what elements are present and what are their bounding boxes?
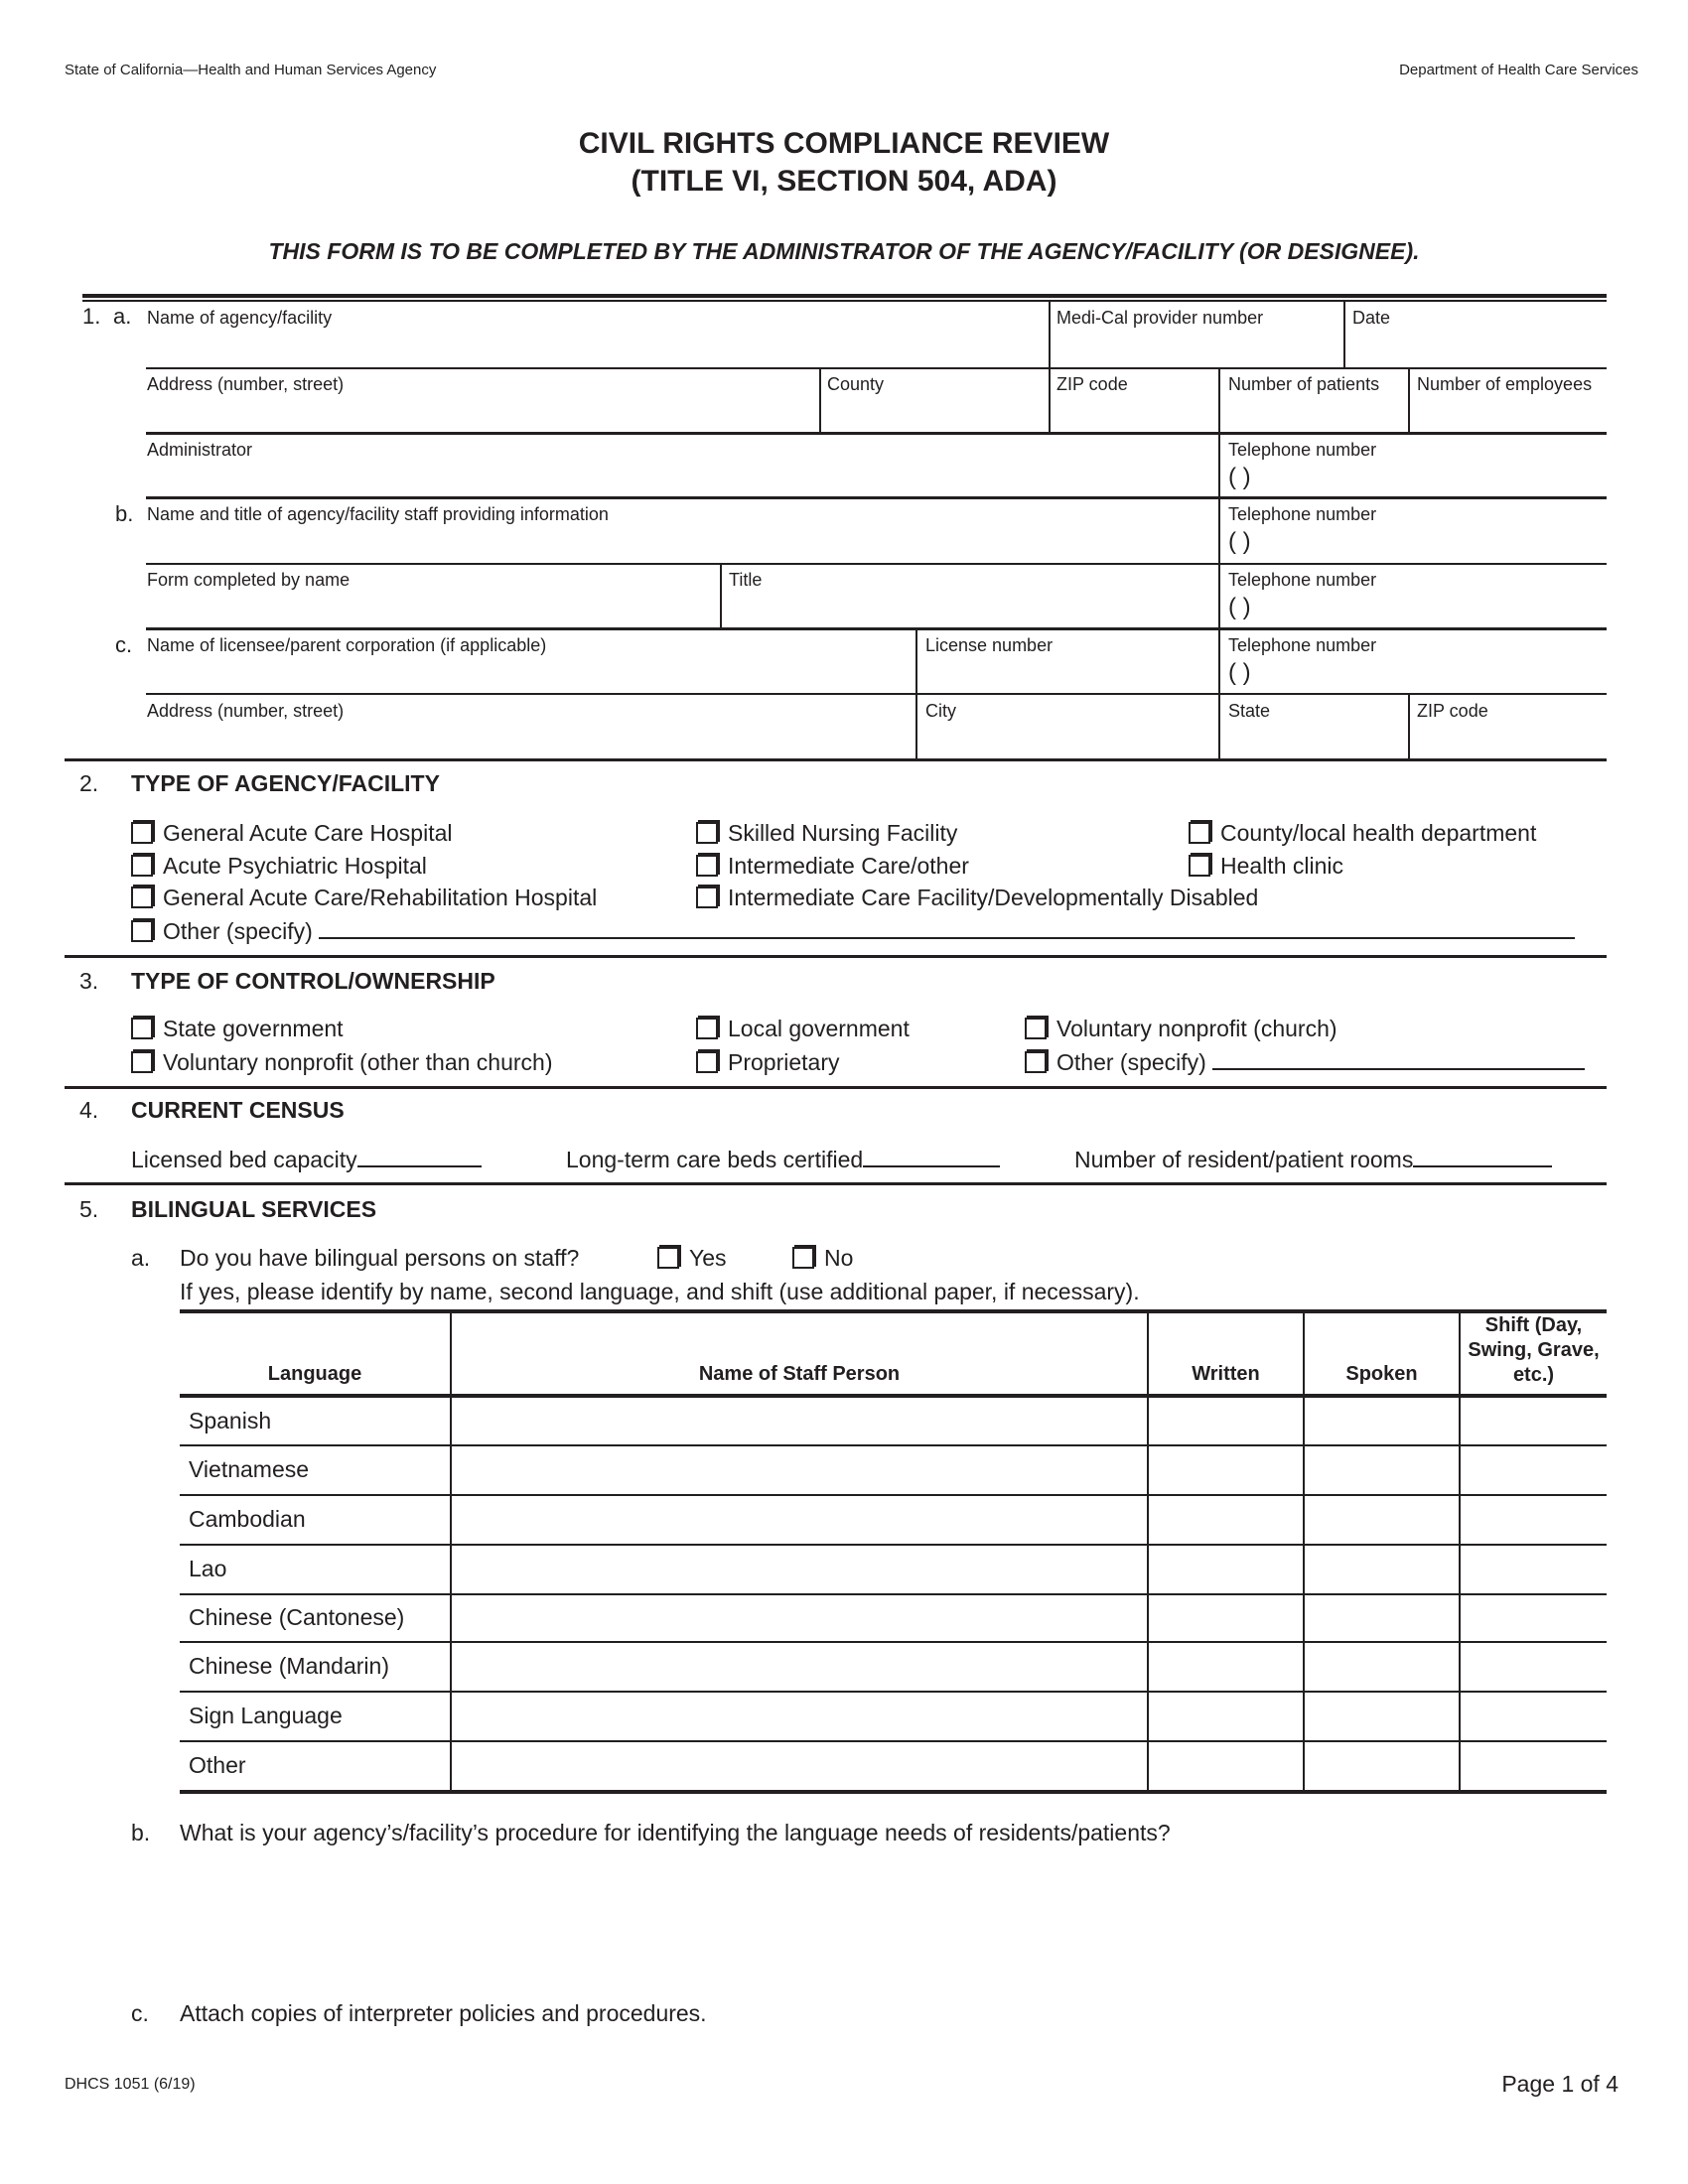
section-5-number: 5.: [79, 1196, 99, 1222]
language-row-label: Vietnamese: [189, 1456, 310, 1482]
table-row-border: [180, 1593, 1607, 1595]
other-specify-input[interactable]: [319, 919, 1575, 939]
checkbox-icon[interactable]: [696, 1018, 718, 1039]
divider: [65, 1182, 1607, 1185]
checkbox-icon[interactable]: [696, 887, 718, 908]
number-of-employees-field[interactable]: Number of employees: [1417, 374, 1593, 394]
checkbox-icon[interactable]: [1189, 855, 1210, 877]
checkbox-icon[interactable]: [131, 855, 153, 877]
licensed-bed-capacity-field[interactable]: Licensed bed capacity: [131, 1147, 482, 1173]
admin-telephone-field[interactable]: Telephone number: [1228, 440, 1377, 460]
checkbox-proprietary[interactable]: Proprietary: [696, 1049, 839, 1076]
table-header-border: [180, 1394, 1607, 1398]
divider: [146, 432, 1607, 435]
language-row-label: Cambodian: [189, 1506, 306, 1532]
checkbox-icon[interactable]: [131, 1051, 153, 1073]
table-row-border: [180, 1544, 1607, 1546]
column-header-language: Language: [267, 1363, 362, 1385]
completer-telephone-field[interactable]: Telephone number: [1228, 570, 1377, 590]
section-5-heading: BILINGUAL SERVICES: [131, 1196, 377, 1222]
table-row-border: [180, 1691, 1607, 1693]
section-1-number: 1.: [82, 304, 101, 329]
section-2-number: 2.: [79, 770, 99, 796]
checkbox-county-health[interactable]: County/local health department: [1189, 820, 1536, 847]
checkbox-nonprofit-church[interactable]: Voluntary nonprofit (church): [1025, 1016, 1337, 1042]
checkbox-icon[interactable]: [696, 855, 718, 877]
item-b-letter: b.: [131, 1820, 151, 1845]
section-3-number: 3.: [79, 968, 99, 994]
checkbox-icon[interactable]: [1025, 1051, 1047, 1073]
table-row-border: [180, 1444, 1607, 1446]
area-code-parens: ( ): [1228, 528, 1251, 555]
checkbox-icf-dd[interactable]: Intermediate Care Facility/Developmentally Disabled: [696, 885, 1258, 911]
column-header-shift: Shift (Day, Swing, Grave, etc.): [1468, 1314, 1600, 1386]
divider: [82, 294, 1607, 298]
number-of-patients-field[interactable]: Number of patients: [1228, 374, 1380, 394]
form-id: DHCS 1051 (6/19): [65, 2076, 196, 2093]
table-row-border: [180, 1641, 1607, 1643]
language-row-label: Chinese (Mandarin): [189, 1653, 389, 1679]
checkbox-acute-psychiatric[interactable]: Acute Psychiatric Hospital: [131, 853, 427, 880]
checkbox-intermediate-care[interactable]: Intermediate Care/other: [696, 853, 969, 880]
language-row-label: Sign Language: [189, 1703, 343, 1728]
rooms-input[interactable]: [1413, 1148, 1552, 1167]
divider: [65, 955, 1607, 958]
section-1b-letter: b.: [115, 501, 134, 526]
staff-telephone-field[interactable]: Telephone number: [1228, 504, 1377, 524]
checkbox-state-government[interactable]: State government: [131, 1016, 344, 1042]
licensee-field[interactable]: Name of licensee/parent corporation (if applicable): [147, 635, 547, 655]
form-subtitle: (TITLE VI, SECTION 504, ADA): [631, 165, 1057, 198]
section-1c-letter: c.: [115, 632, 133, 657]
rooms-field[interactable]: Number of resident/patient rooms: [1074, 1147, 1552, 1173]
title-field[interactable]: Title: [729, 570, 763, 590]
language-row-label: Lao: [189, 1556, 227, 1581]
administrator-field[interactable]: Administrator: [147, 440, 253, 460]
checkbox-icon[interactable]: [131, 920, 153, 942]
checkbox-other-ownership[interactable]: Other (specify): [1025, 1049, 1585, 1076]
divider: [82, 300, 1607, 302]
checkbox-local-government[interactable]: Local government: [696, 1016, 910, 1042]
license-number-field[interactable]: License number: [925, 635, 1054, 655]
bilingual-note: If yes, please identify by name, second language, and shift (use additional paper, if necessary).: [180, 1279, 1140, 1304]
ltc-beds-certified-field[interactable]: Long-term care beds certified: [566, 1147, 1000, 1173]
section-3-heading: TYPE OF CONTROL/OWNERSHIP: [131, 968, 495, 994]
bilingual-question: Do you have bilingual persons on staff?: [180, 1245, 580, 1271]
checkbox-icon[interactable]: [131, 1018, 153, 1039]
area-code-parens: ( ): [1228, 464, 1251, 490]
section-4-number: 4.: [79, 1097, 99, 1123]
checkbox-general-acute[interactable]: General Acute Care Hospital: [131, 820, 453, 847]
completed-by-field[interactable]: Form completed by name: [147, 570, 351, 590]
divider: [65, 758, 1607, 761]
area-code-parens: ( ): [1228, 594, 1251, 620]
divider: [146, 627, 1607, 630]
checkbox-general-acute-rehab[interactable]: General Acute Care/Rehabilitation Hospital: [131, 885, 597, 911]
table-top-border: [180, 1309, 1607, 1313]
page-number: Page 1 of 4: [1501, 2071, 1618, 2097]
name-of-agency-field[interactable]: Name of agency/facility: [147, 308, 333, 328]
county-field[interactable]: County: [827, 374, 885, 394]
instruction: THIS FORM IS TO BE COMPLETED BY THE ADMINISTRATOR OF THE AGENCY/FACILITY (OR DESIGNEE).: [268, 238, 1420, 264]
checkbox-icon[interactable]: [1189, 822, 1210, 844]
language-needs-question: What is your agency’s/facility’s procedure for identifying the language needs of residents/patients?: [180, 1820, 1171, 1845]
ltc-beds-input[interactable]: [863, 1148, 1000, 1167]
divider: [146, 496, 1607, 499]
address-field[interactable]: Address (number, street): [147, 374, 345, 394]
table-row-border: [180, 1494, 1607, 1496]
table-row-border: [180, 1790, 1607, 1794]
licensee-telephone-field[interactable]: Telephone number: [1228, 635, 1377, 655]
section-4-heading: CURRENT CENSUS: [131, 1097, 345, 1123]
table-row-border: [180, 1740, 1607, 1742]
area-code-parens: ( ): [1228, 659, 1251, 686]
zip-code-field[interactable]: ZIP code: [1056, 374, 1128, 394]
divider: [146, 693, 1607, 695]
staff-name-title-field[interactable]: Name and title of agency/facility staff providing information: [147, 504, 609, 524]
checkbox-icon[interactable]: [696, 822, 718, 844]
language-row-label: Spanish: [189, 1408, 272, 1433]
licensee-zip-field[interactable]: ZIP code: [1417, 701, 1488, 721]
section-1a-letter: a.: [113, 304, 132, 329]
checkbox-yes[interactable]: Yes: [657, 1245, 727, 1272]
city-field[interactable]: City: [925, 701, 956, 721]
checkbox-icon[interactable]: [131, 822, 153, 844]
divider: [146, 563, 1607, 565]
column-header-spoken: Spoken: [1345, 1363, 1418, 1385]
checkbox-health-clinic[interactable]: Health clinic: [1189, 853, 1343, 880]
language-row-label: Chinese (Cantonese): [189, 1604, 405, 1630]
section-2-heading: TYPE OF AGENCY/FACILITY: [131, 770, 440, 796]
checkbox-icon[interactable]: [792, 1247, 814, 1269]
divider: [65, 1086, 1607, 1089]
checkbox-skilled-nursing[interactable]: Skilled Nursing Facility: [696, 820, 957, 847]
date-field[interactable]: Date: [1352, 308, 1391, 328]
form-title: CIVIL RIGHTS COMPLIANCE REVIEW: [578, 127, 1110, 160]
checkbox-other-agency[interactable]: Other (specify): [131, 918, 1575, 945]
checkbox-icon[interactable]: [696, 1051, 718, 1073]
column-header-staff-name: Name of Staff Person: [698, 1363, 901, 1385]
department-header: Department of Health Care Services: [1399, 62, 1638, 78]
column-header-written: Written: [1192, 1363, 1260, 1385]
item-a-letter: a.: [131, 1245, 151, 1271]
checkbox-nonprofit-other[interactable]: Voluntary nonprofit (other than church): [131, 1049, 553, 1076]
agency-header: State of California—Health and Human Services Agency: [65, 62, 437, 78]
other-specify-input[interactable]: [1212, 1050, 1585, 1070]
checkbox-icon[interactable]: [1025, 1018, 1047, 1039]
bed-capacity-input[interactable]: [357, 1148, 482, 1167]
licensee-address-field[interactable]: Address (number, street): [147, 701, 345, 721]
state-field[interactable]: State: [1228, 701, 1271, 721]
checkbox-icon[interactable]: [657, 1247, 679, 1269]
checkbox-icon[interactable]: [131, 887, 153, 908]
divider: [146, 367, 1607, 369]
language-needs-answer-area[interactable]: [180, 1856, 1607, 1985]
item-c-letter: c.: [131, 2000, 149, 2026]
language-row-label: Other: [189, 1752, 246, 1778]
medi-cal-provider-field[interactable]: Medi-Cal provider number: [1056, 308, 1264, 328]
checkbox-no[interactable]: No: [792, 1245, 853, 1272]
attach-policies-text: Attach copies of interpreter policies and procedures.: [180, 2000, 707, 2026]
